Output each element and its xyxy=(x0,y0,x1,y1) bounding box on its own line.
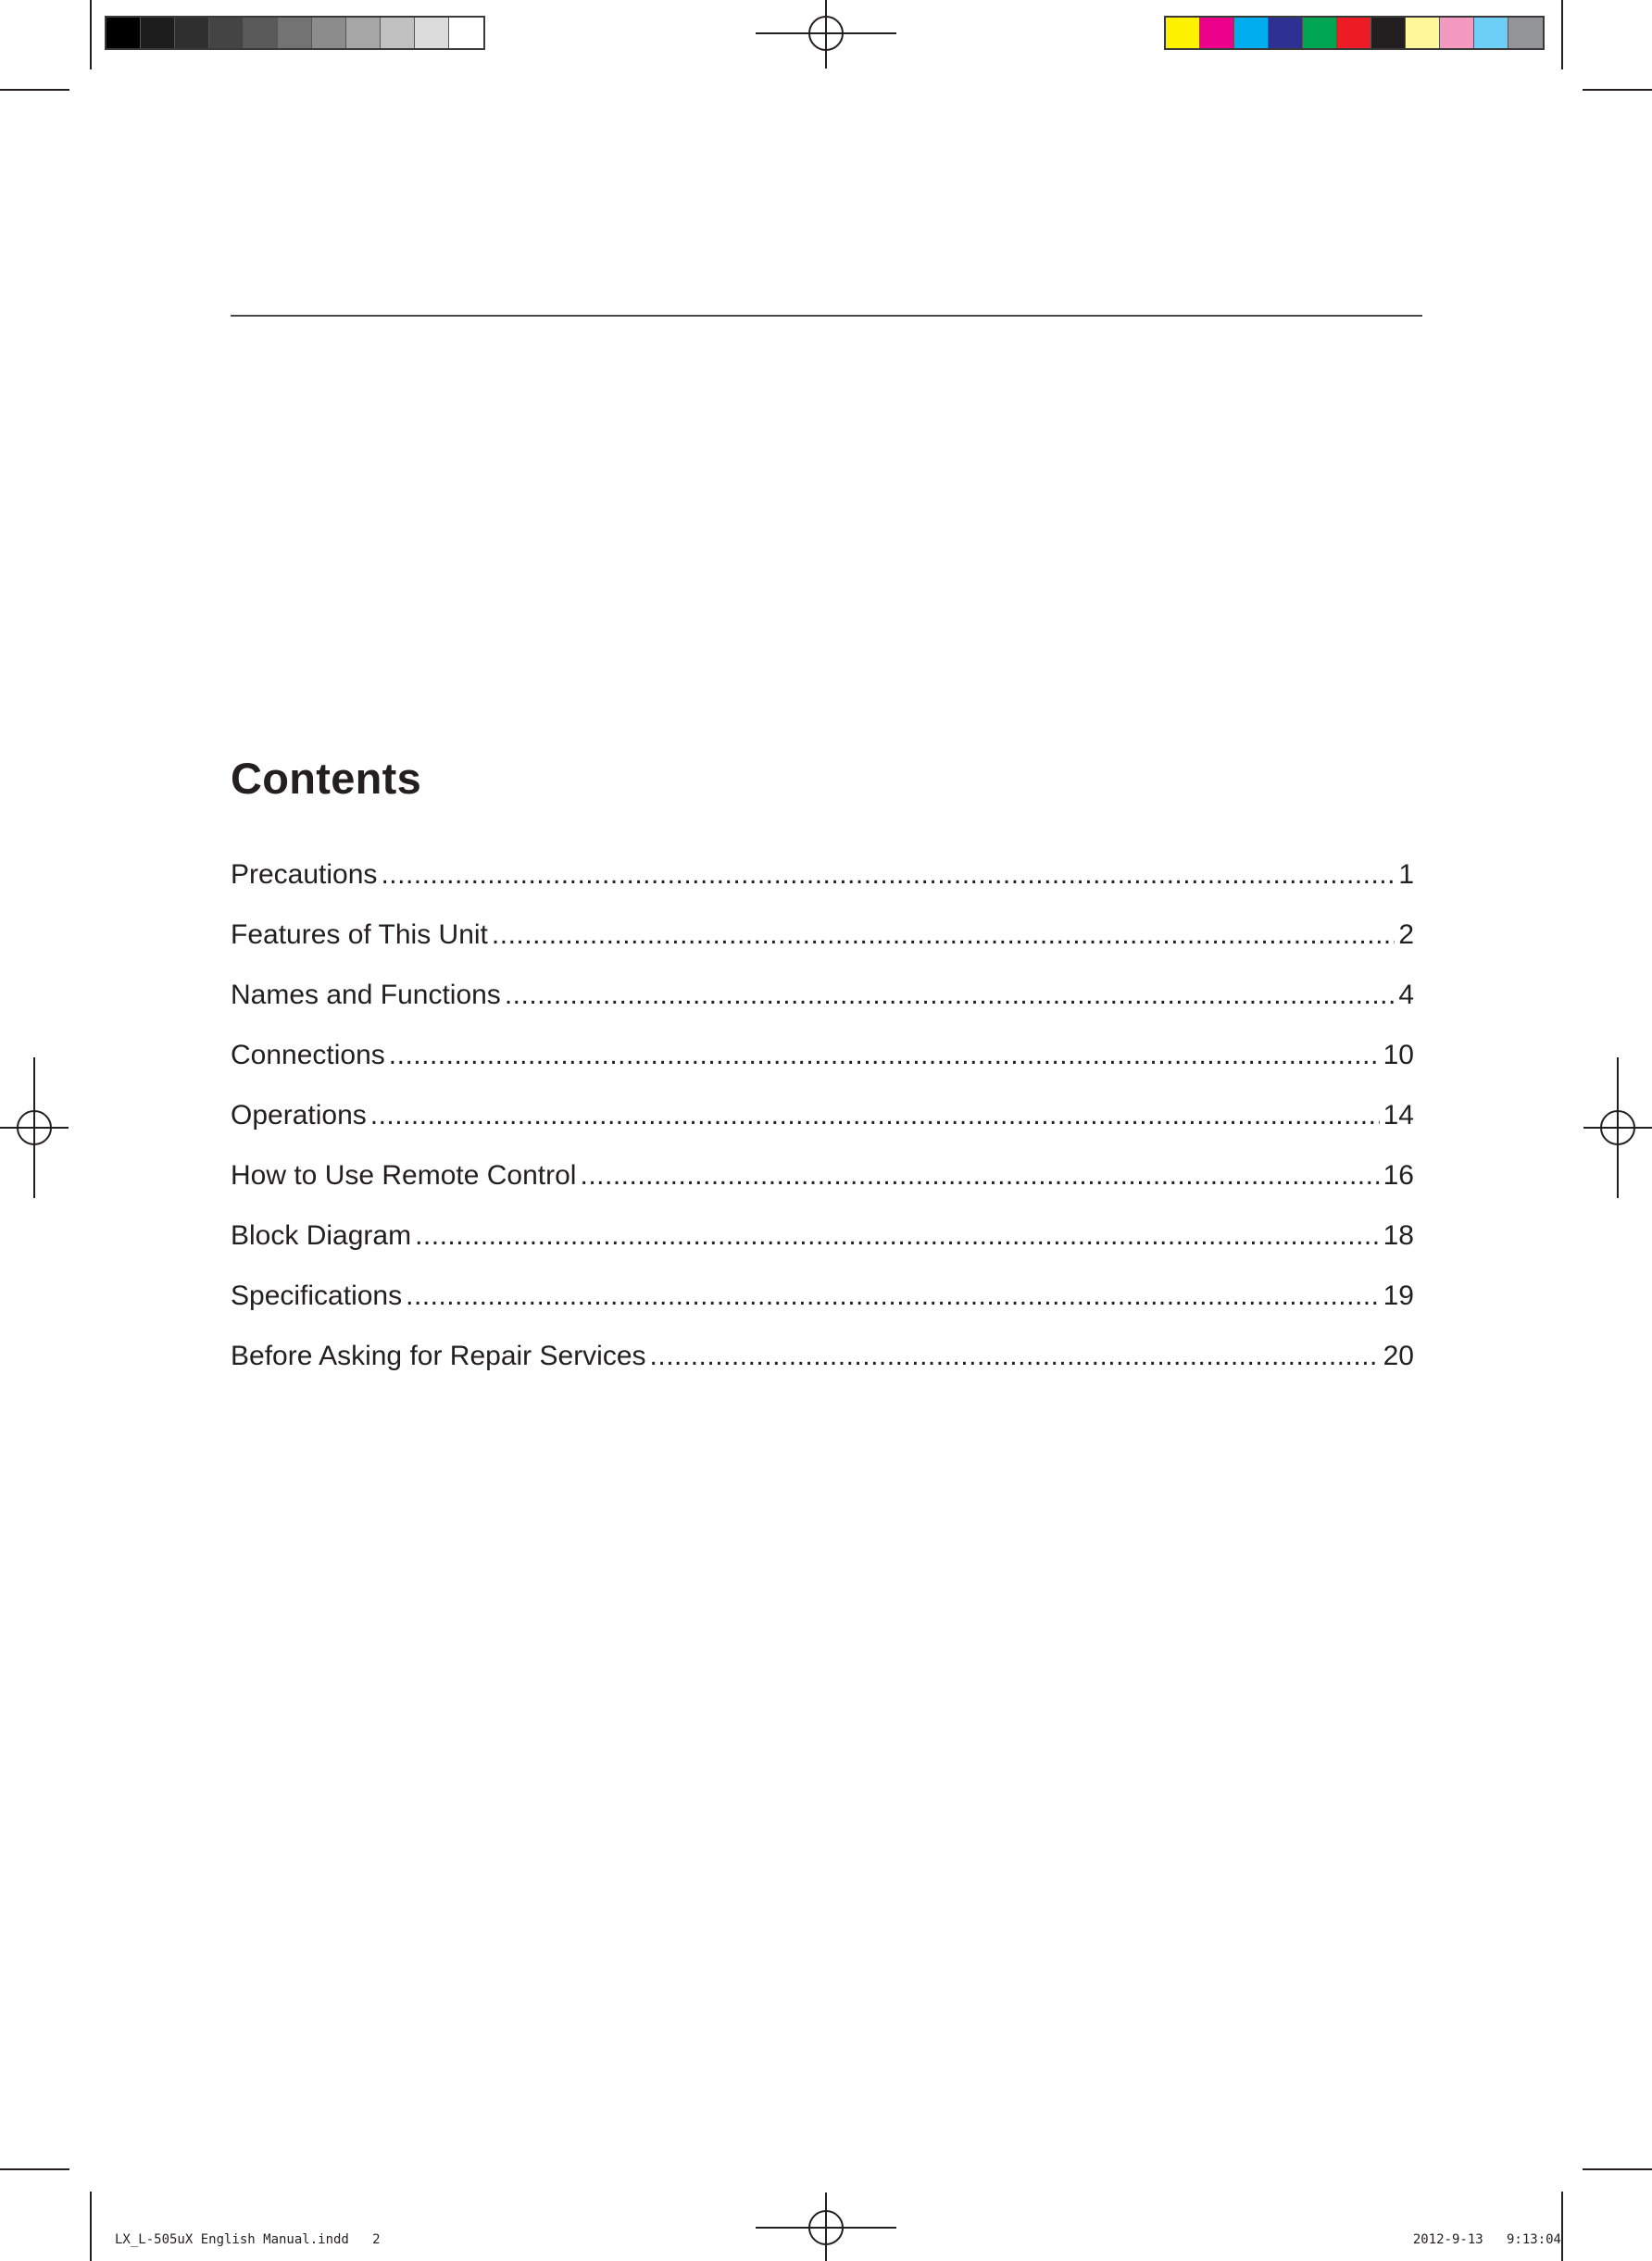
grayscale-bar xyxy=(105,16,485,50)
contents-heading: Contents xyxy=(231,754,422,803)
registration-mark-top xyxy=(756,0,896,69)
toc-entry[interactable] xyxy=(231,913,1414,973)
toc-leader-dots xyxy=(492,913,1395,957)
color-swatch xyxy=(1234,18,1269,48)
color-swatch xyxy=(1337,18,1371,48)
registration-mark-bottom xyxy=(756,2192,896,2261)
slug-timestamp: 2012-9-13 9:13:04 xyxy=(1412,2232,1561,2247)
toc-entry[interactable] xyxy=(231,853,1414,913)
crop-mark-top-left-v xyxy=(90,0,92,69)
crop-mark-bottom-left-h xyxy=(0,2168,69,2170)
toc-entry[interactable] xyxy=(231,1334,1414,1394)
registration-mark-right xyxy=(1583,1057,1652,1198)
grayscale-swatch xyxy=(141,18,175,48)
header-rule xyxy=(231,315,1422,317)
color-swatch xyxy=(1303,18,1337,48)
toc-entry-title: Specifications xyxy=(231,1280,403,1311)
grayscale-swatch xyxy=(106,18,141,48)
toc-leader-dots xyxy=(370,1093,1380,1138)
toc-entry-title: Precautions xyxy=(231,859,378,890)
toc-entry[interactable] xyxy=(231,1093,1414,1154)
toc-entry-page: 19 xyxy=(1383,1280,1414,1311)
crop-mark-top-right-v xyxy=(1561,0,1563,69)
toc-entry[interactable] xyxy=(231,1214,1414,1274)
toc-entry[interactable] xyxy=(231,1274,1414,1334)
grayscale-swatch xyxy=(381,18,415,48)
color-swatch xyxy=(1269,18,1303,48)
toc-entry[interactable] xyxy=(231,1154,1414,1214)
toc-entry-title: Connections xyxy=(231,1040,385,1070)
grayscale-swatch xyxy=(312,18,346,48)
grayscale-swatch xyxy=(449,18,483,48)
crop-mark-bottom-right-v xyxy=(1561,2192,1563,2261)
grayscale-swatch xyxy=(346,18,381,48)
grayscale-swatch xyxy=(415,18,449,48)
toc-entry-page: 10 xyxy=(1383,1040,1414,1070)
toc-entry[interactable] xyxy=(231,1033,1414,1093)
toc-entry-title: How to Use Remote Control xyxy=(231,1160,577,1191)
color-bar xyxy=(1164,16,1545,50)
grayscale-swatch xyxy=(175,18,209,48)
toc-entry-page: 18 xyxy=(1383,1220,1414,1251)
crop-mark-top-right-h xyxy=(1583,89,1652,91)
toc-entry-page: 1 xyxy=(1398,859,1414,890)
toc-leader-dots xyxy=(381,853,1395,897)
crop-mark-top-left-h xyxy=(0,89,69,91)
toc-entry-title: Features of This Unit xyxy=(231,919,488,950)
toc-entry-title: Names and Functions xyxy=(231,980,501,1010)
toc-entry-title: Operations xyxy=(231,1100,367,1130)
color-swatch xyxy=(1371,18,1406,48)
slug-filename: LX_L-505uX English Manual.indd 2 xyxy=(115,2232,381,2247)
toc-entry-title: Block Diagram xyxy=(231,1220,412,1251)
grayscale-swatch xyxy=(278,18,312,48)
toc-leader-dots xyxy=(389,1033,1380,1078)
grayscale-swatch xyxy=(209,18,244,48)
toc-entry-title: Before Asking for Repair Services xyxy=(231,1341,646,1371)
color-swatch xyxy=(1406,18,1440,48)
registration-mark-left xyxy=(0,1057,69,1198)
toc-leader-dots xyxy=(415,1214,1380,1258)
toc-entry[interactable] xyxy=(231,973,1414,1033)
color-swatch xyxy=(1508,18,1543,48)
toc-leader-dots xyxy=(505,973,1395,1018)
toc-entry-page: 2 xyxy=(1398,919,1414,950)
toc-leader-dots xyxy=(406,1274,1380,1318)
toc-entry-page: 14 xyxy=(1383,1100,1414,1130)
grayscale-swatch xyxy=(244,18,278,48)
table-of-contents xyxy=(231,853,1414,1394)
toc-leader-dots xyxy=(580,1154,1379,1198)
color-swatch xyxy=(1200,18,1234,48)
toc-entry-page: 4 xyxy=(1398,980,1414,1010)
color-swatch xyxy=(1474,18,1508,48)
crop-mark-bottom-right-h xyxy=(1583,2168,1652,2170)
color-swatch xyxy=(1440,18,1474,48)
toc-entry-page: 20 xyxy=(1383,1341,1414,1371)
toc-leader-dots xyxy=(650,1334,1380,1379)
crop-mark-bottom-left-v xyxy=(90,2192,92,2261)
toc-entry-page: 16 xyxy=(1383,1160,1414,1191)
color-swatch xyxy=(1166,18,1200,48)
